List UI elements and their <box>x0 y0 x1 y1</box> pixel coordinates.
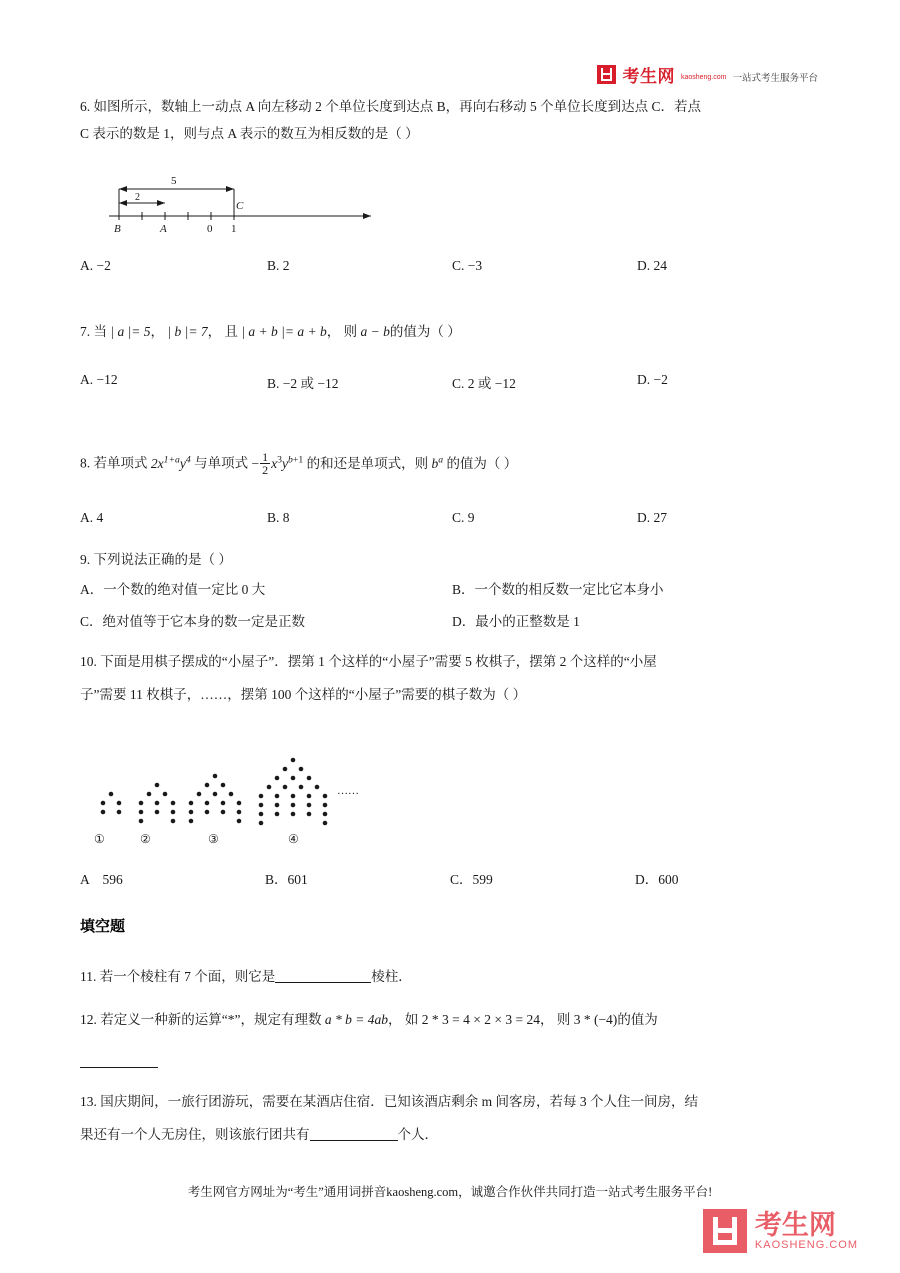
footer-watermark-logo <box>703 1209 858 1253</box>
svg-text:B: B <box>114 223 121 234</box>
q6-number: 6. <box>80 99 91 114</box>
q7-option-b[interactable]: B. −2 或 −12 <box>267 376 339 391</box>
q12-operation-def: a * b = 4ab <box>324 1012 388 1027</box>
q8-tail: 的和还是单项式，则 $b^a$ 的值为（ ） <box>306 454 518 471</box>
q11-answer-blank[interactable] <box>275 968 371 983</box>
q7-option-d[interactable]: D. −2 <box>637 372 668 387</box>
q12-number: 12. <box>80 1012 97 1027</box>
q8-monomial-2: − $\frac{1}{2}$ $x^3y^{b+1}$ <box>251 449 304 478</box>
q7-tail: 的值为（ ） <box>389 324 461 339</box>
q10-line1: 下面是用棋子摆成的“小屋子”．摆第 1 个这样的“小屋子”需要 5 枚棋子，摆第 2 个这样的“小屋 <box>100 654 657 669</box>
question-9-text <box>80 546 820 573</box>
svg-text:5: 5 <box>171 175 177 187</box>
logo-slogan: 一站式考生服务平台 <box>732 73 818 84</box>
q8-option-b[interactable]: B. 8 <box>267 510 290 525</box>
logo-mark-icon <box>597 65 616 84</box>
q9-number: 9. <box>80 552 91 567</box>
q9-prompt: 下列说法正确的是（ ） <box>93 552 232 567</box>
q6-line1: 如图所示，数轴上一动点 A 向左移动 2 个单位长度到达点 B，再向右移动 5 个单位长度到达点 C．若点 <box>93 99 702 114</box>
q10-option-b[interactable]: B．601 <box>265 872 308 887</box>
question-6-text <box>80 93 820 120</box>
figure-ellipsis: …… <box>337 785 359 797</box>
q12-part7: 的值为 <box>617 1012 658 1027</box>
q9-option-d[interactable]: D．最小的正整数是 1 <box>452 614 580 629</box>
question-12-blank-row <box>80 1048 820 1075</box>
q12-part5: 则 <box>556 1012 571 1027</box>
q9-option-b[interactable]: B．一个数的相反数一定比它本身小 <box>452 582 664 597</box>
number-line-diagram <box>105 172 375 234</box>
q6-line2: C 表示的数是 1，则与点 A 表示的数互为相反数的是（ ） <box>80 126 419 141</box>
q7-then: 则 <box>343 324 358 339</box>
svg-text:C: C <box>236 200 244 212</box>
q13-line2-after: 个人． <box>397 1127 438 1142</box>
question-11-text <box>80 963 820 990</box>
q11-number: 11. <box>80 969 97 984</box>
q12-part1: 若定义一种新的运算“*”，规定有理数 <box>100 1012 322 1027</box>
q13-line1: 国庆期间，一旅行团游玩，需要在某酒店住宿．已知该酒店剩余 m 间客房，若每 3 个人住一间房，结 <box>100 1094 698 1109</box>
q10-option-c[interactable]: C．599 <box>450 872 493 887</box>
question-10-text-line2 <box>80 681 820 708</box>
footer-logo-brand: 考生网 <box>754 1209 836 1240</box>
logo-brand: 考生网 <box>622 67 675 86</box>
q11-after: 棱柱． <box>371 969 412 984</box>
q7-option-a[interactable]: A. −12 <box>80 372 118 387</box>
footer-note: 考生网官方网址为“考生”通用词拼音kaosheng.com，诚邀合作伙伴共同打造一站式考生服务平台! <box>187 1185 713 1199</box>
q11-before: 若一个棱柱有 7 个面，则它是 <box>99 969 276 984</box>
question-7-text: 7. 当 | a |= 5， | b |= 7， 且 | a + b |= a + b， 则 a − b的值为（ ） <box>80 324 461 339</box>
q6-option-d[interactable]: D. 24 <box>637 258 667 273</box>
q10-option-a[interactable]: A 596 <box>80 872 123 887</box>
question-8-text <box>80 446 820 477</box>
q9-option-c[interactable]: C．绝对值等于它本身的数一定是正数 <box>80 614 306 629</box>
q7-expression: a − b <box>360 324 390 339</box>
q12-answer-blank[interactable] <box>80 1053 158 1068</box>
q9-option-a[interactable]: A．一个数的绝对值一定比 0 大 <box>80 582 266 597</box>
q13-number: 13. <box>80 1094 97 1109</box>
q7-and: 且 <box>224 324 238 339</box>
svg-text:A: A <box>160 223 167 234</box>
q10-number: 10. <box>80 654 97 669</box>
q8-lead: 若单项式 <box>93 455 148 471</box>
q8-monomial-1: $2x^{1+a}y^4$ <box>150 454 191 471</box>
question-13-text <box>80 1088 820 1115</box>
q8-number: 8. <box>80 455 91 471</box>
figure-caption-2: ② <box>140 832 151 846</box>
q8-mid: 与单项式 <box>194 455 249 471</box>
q6-option-c[interactable]: C. −3 <box>452 258 483 273</box>
q8-option-a[interactable]: A. 4 <box>80 510 104 525</box>
q7-lead: 当 <box>93 324 107 339</box>
q8-option-c[interactable]: C. 9 <box>452 510 475 525</box>
chess-piece-houses-diagram <box>85 708 365 838</box>
q12-part3: 如 <box>404 1012 419 1027</box>
q7-abs-b: | b |= 7 <box>167 324 208 339</box>
q7-option-c[interactable]: C. 2 或 −12 <box>452 376 516 391</box>
svg-text:2: 2 <box>135 192 140 203</box>
q12-expression: 3 * (−4) <box>573 1012 618 1027</box>
q6-option-a[interactable]: A. −2 <box>80 258 111 273</box>
q7-abs-a: | a |= 5 <box>110 324 151 339</box>
footer-logo-brand-sub: KAOSHENG.COM <box>754 1238 858 1251</box>
figure-caption-1: ① <box>94 832 105 846</box>
question-13-text-line2 <box>80 1121 820 1148</box>
question-12-text: 12. 若定义一种新的运算“*”，规定有理数 a * b = 4ab， 如 2 * 3 = 4 × 2 × 3 = 24， 则 3 * (−4)的值为 <box>80 1012 658 1027</box>
q7-number: 7. <box>80 324 91 339</box>
q6-option-b[interactable]: B. 2 <box>267 258 290 273</box>
q7-condition: | a + b |= a + b <box>241 324 327 339</box>
figure-caption-3: ③ <box>208 832 219 846</box>
svg-text:0: 0 <box>207 223 213 234</box>
q13-line2-before: 果还有一个人无房住，则该旅行团共有 <box>80 1127 310 1142</box>
q8-option-d[interactable]: D. 27 <box>637 510 667 525</box>
question-6-text-line2 <box>80 120 820 147</box>
q13-answer-blank[interactable] <box>310 1126 398 1141</box>
logo-brand-sub: kaosheng.com <box>680 74 727 82</box>
q12-example: 2 * 3 = 4 × 2 × 3 = 24 <box>421 1012 540 1027</box>
q10-option-d[interactable]: D．600 <box>635 872 679 887</box>
site-logo <box>597 62 818 87</box>
footer-logo-mark-icon <box>703 1209 747 1253</box>
section-title-fill-in-blank: 填空题 <box>80 918 126 935</box>
q10-line2: 子”需要 11 枚棋子，……，摆第 100 个这样的“小屋子”需要的棋子数为（ ） <box>80 687 527 702</box>
question-10-text <box>80 648 820 675</box>
figure-caption-4: ④ <box>288 832 299 846</box>
svg-text:1: 1 <box>231 223 237 234</box>
